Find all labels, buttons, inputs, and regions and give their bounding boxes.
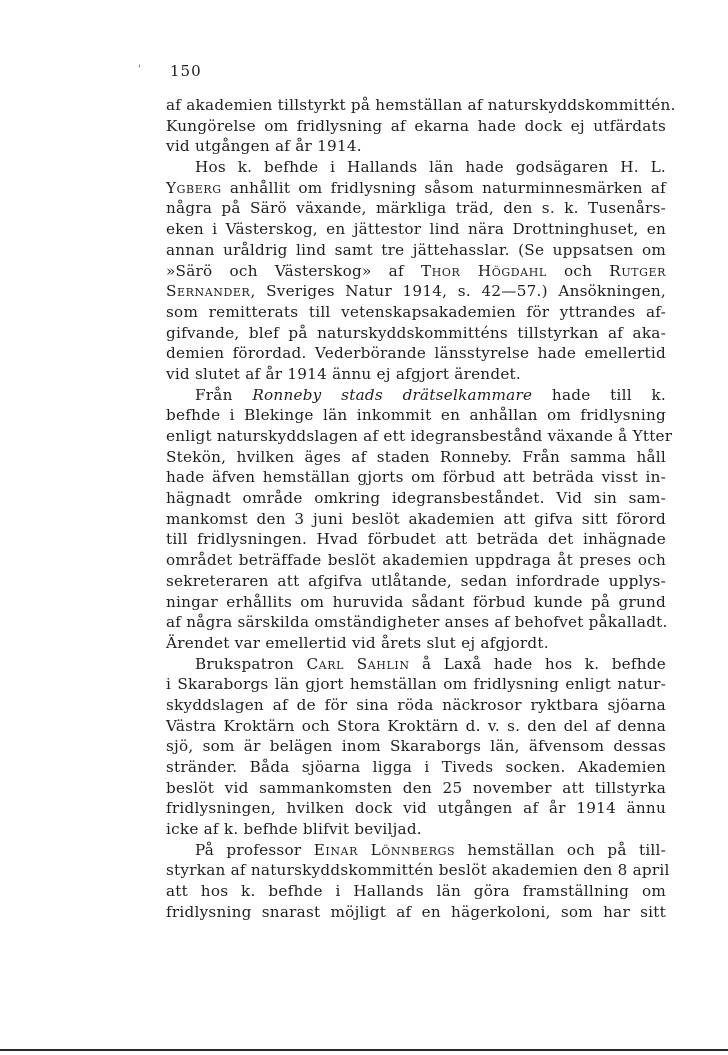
text-line: i Skaraborgs län gjort hemställan om fridlysning enligt natur- <box>166 675 666 694</box>
text-line: icke af k. befhde blifvit beviljad. <box>166 820 422 839</box>
text-line: »Särö och Västerskog» af Thor Högdahl och Rutger <box>166 261 667 280</box>
text-line: gifvande, blef på naturskyddskommitténs tillstyrkan af aka- <box>166 323 666 342</box>
text-line: fridlysningen, hvilken dock vid utgången af år 1914 ännu <box>166 799 666 818</box>
text-line: hade äfven hemställan gjorts om förbud att beträda visst in- <box>166 468 666 487</box>
institution-name: Ronneby stads drätselkammare <box>252 385 533 404</box>
text-line: att hos k. befhde i Hallands län göra framställning om <box>166 882 666 901</box>
text-line: enligt naturskyddslagen af ett idegransbestånd växande å Ytter <box>166 427 673 445</box>
text-line: skyddslagen af de för sina röda näckrosor ryktbara sjöarna <box>166 695 666 714</box>
text-line: till fridlysningen. Hvad förbudet att beträda det inhägnade <box>166 530 666 549</box>
text-line: Brukspatron Carl Sahlin å Laxå hade hos k. befhde <box>195 654 667 673</box>
text-line: hägnadt område omkring idegransbeståndet. Vid sin sam- <box>166 489 666 508</box>
text-line: Kungörelse om fridlysning af ekarna hade dock ej utfärdats <box>166 116 666 135</box>
text-line: beslöt vid sammankomsten den 25 november att tillstyrka <box>166 778 666 797</box>
text-line: stränder. Båda sjöarna ligga i Tiveds socken. Akademien <box>166 758 666 776</box>
text-line: Hos k. befhde i Hallands län hade godsägaren H. L. <box>195 158 666 177</box>
text-line: vid slutet af år 1914 ännu ej afgjort ärendet. <box>166 364 521 383</box>
person-name: Carl Sahlin <box>306 654 410 673</box>
text-line: Ygberg anhållit om fridlysning såsom naturminnesmärken af <box>166 178 666 197</box>
text-line: Västra Kroktärn och Stora Kroktärn d. v. s. den del af denna <box>166 716 666 735</box>
text-line: ningar erhållits om huruvida sådant förbud kunde på grund <box>166 592 666 611</box>
margin-mark: ' <box>138 64 141 75</box>
text-line: några på Särö växande, märkliga träd, den s. k. Tusenårs- <box>166 199 666 218</box>
text-line: Sernander, Sveriges Natur 1914, s. 42—57.) Ansökningen, <box>166 282 666 301</box>
person-name: Sernander <box>166 282 251 301</box>
page-number: 150 <box>170 62 202 80</box>
body-text <box>166 95 676 923</box>
text-line: mankomst den 3 juni beslöt akademien att gifva sitt förord <box>166 509 666 528</box>
text-line: eken i Västerskog, en jättestor lind nära Drottninghuset, en <box>166 220 666 239</box>
text-line: På professor Einar Lönnbergs hemställan och på till- <box>195 840 667 859</box>
text-line: Ärendet var emellertid vid årets slut ej afgjordt. <box>166 633 549 652</box>
person-name: Ygberg <box>166 178 222 197</box>
person-name: Rutger <box>609 261 667 280</box>
text-line: Från Ronneby stads drätselkammare hade till k. <box>195 385 667 404</box>
text-line: vid utgången af år 1914. <box>166 137 362 156</box>
person-name: Einar Lönnbergs <box>313 840 456 859</box>
person-name: Thor Högdahl <box>420 261 547 280</box>
text-line: sjö, som är belägen inom Skaraborgs län, äfvensom dessas <box>166 737 666 756</box>
text-line: af några särskilda omständigheter anses af behofvet påkalladt. <box>166 613 668 632</box>
text-line: Stekön, hvilken äges af staden Ronneby. Från samma håll <box>166 447 666 466</box>
text-line: som remitterats till vetenskapsakademien för yttrandes af- <box>166 302 666 321</box>
text-line: styrkan af naturskyddskommittén beslöt akademien den 8 april <box>166 861 670 880</box>
text-line: demien förordad. Vederbörande länsstyrelse hade emellertid <box>166 344 666 363</box>
text-line: annan uråldrig lind samt tre jättehasslar. (Se uppsatsen om <box>166 240 666 259</box>
text-line: området beträffade beslöt akademien uppdraga åt preses och <box>166 551 666 570</box>
text-line: af akademien tillstyrkt på hemställan af naturskyddskommittén. <box>166 96 676 114</box>
page-bottom-edge <box>0 1049 728 1051</box>
text-line: befhde i Blekinge län inkommit en anhållan om fridlysning <box>166 406 666 425</box>
text-line: fridlysning snarast möjligt af en hägerkoloni, som har sitt <box>166 902 666 921</box>
text-line: sekreteraren att afgifva utlåtande, sedan infordrade upplys- <box>166 571 666 590</box>
